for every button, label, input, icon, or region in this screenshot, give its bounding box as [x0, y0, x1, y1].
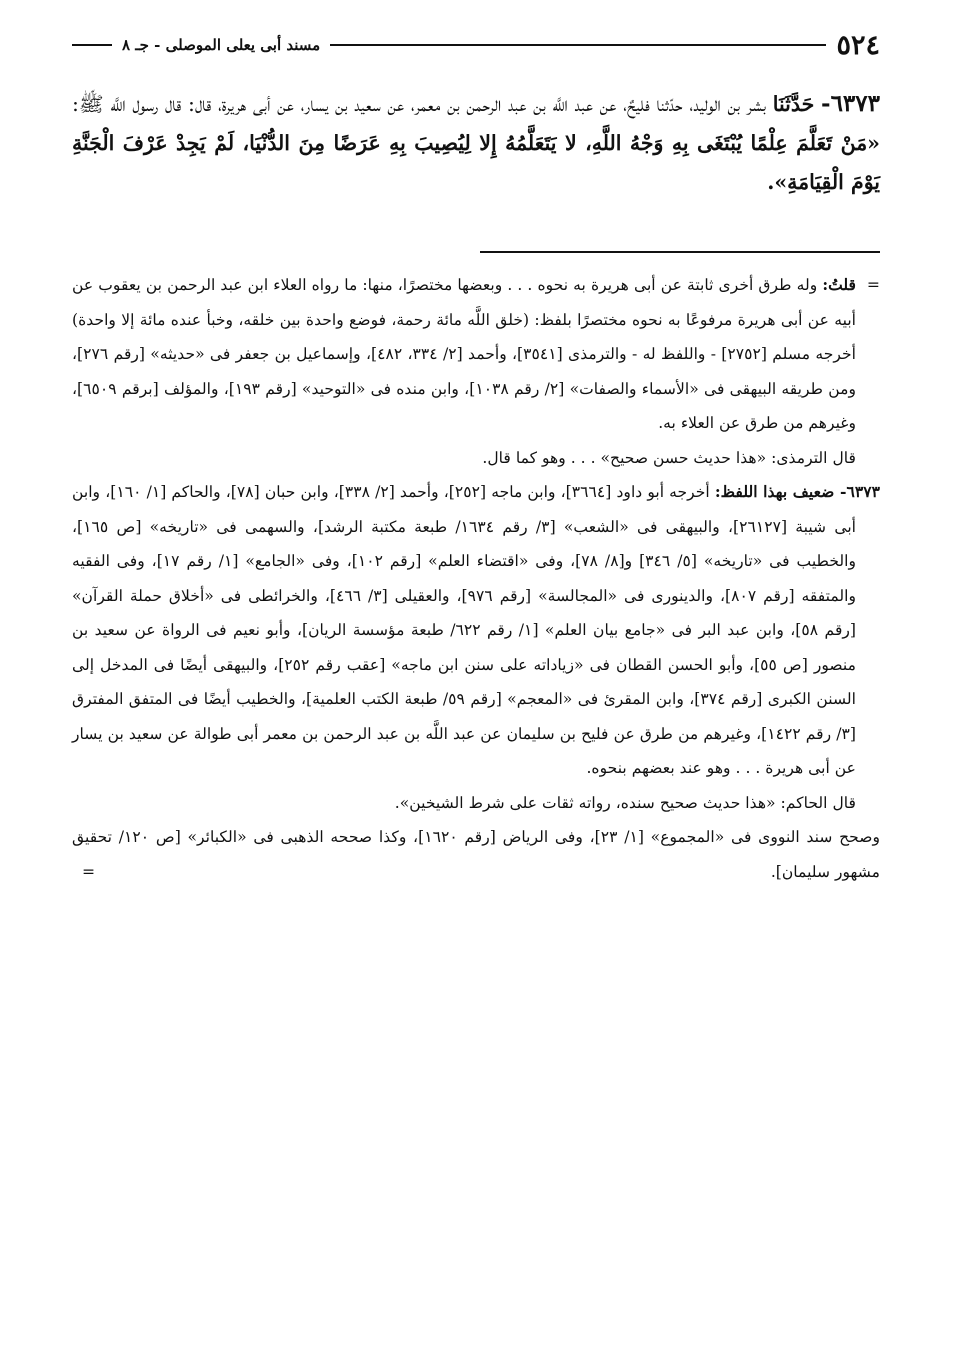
continuation-mark-end: = — [82, 862, 96, 881]
footnote-separator — [480, 251, 880, 253]
hadith-isnad: بشر بن الوليد، حدّثنا فليحٌ، عن عبد اللَّه بن عبد الرحمن بن معمر، عن سعيد بن يسار، عن أبى هريرة، قال: قال رسول اللَّه ﷺ: — [72, 92, 773, 116]
hadith-text — [72, 84, 880, 202]
footnotes — [72, 268, 880, 889]
footnote-paragraph-1 — [72, 268, 880, 441]
running-head — [72, 28, 880, 62]
footnote-paragraph-3 — [72, 475, 880, 786]
book-title: مسند أبى يعلى الموصلى - جـ ٨ — [122, 36, 321, 54]
header-rule — [330, 44, 826, 46]
hadith-matn: «مَنْ تَعَلَّمَ عِلْمًا يُبْتَغَى بِهِ وَجْهُ اللَّهِ، لا يَتَعَلَّمُهُ إِلا لِيُصِيبَ بِهِ عَرَضًا مِنَ الدُّنْيَا، لَمْ يَجِدْ عَرْفَ الْجَنَّةِ يَوْمَ الْقِيَامَةِ». — [72, 131, 880, 194]
hadith-lead: حَدَّثَنَا — [772, 92, 815, 116]
footnote-text-3: أخرجه أبو داود [٣٦٦٤]، وابن ماجه [٢٥٢]، وأحمد [٢/ ٣٣٨]، وابن حبان [٧٨]، والحاكم [١/ ١٦٠]، وابن أبى شيبة [٢٦١٢٧]، والبيهقى فى «الشعب» [٣/ رقم ١٦٣٤/ طبعة مكتبة الرشد]، والسهمى فى «تاريخه» [ص ١٦٥]، والخطيب فى «تاريخه» [٥/ ٣٤٦] و[٨/ ٧٨]، وفى «اقتضاء العلم» [رقم ١٠٢]، وفى «الجامع» [١/ رقم ١٧]، وفى الفقيه والمتفقه [رقم ٨٠٧]، والدينورى فى «المجالسة» [رقم ٩٧٦]، والعقيلى [٣/ ٤٦٦]، والخرائطى فى «أخلاق حملة القرآن» [رقم ٥٨]، وابن عبد البر فى «جامع بيان العلم» [١/ رقم ٦٢٢/ طبعة مؤسسة الريان]، وأبو نعيم فى الرواة عن سعيد بن منصور [ص ٥٥]، وأبو الحسن القطان فى «زياداته على سنن ابن ماجه» [عقب رقم ٢٥٢]، والبيهقى أيضًا فى المدخل إلى السنن الكبرى [رقم ٣٧٤]، وابن المقرئ فى «المعجم» [رقم ٥٩/ طبعة الكتب العلمية]، والخطيب أيضًا فى المتفق المفترق [٣/ رقم ١٤٢٢]، وغيرهم من طرق عن فليح بن سليمان عن عبد اللَّه بن عبد الرحمن بن معمر أبى طوالة عن سعيد بن يسار عن أبى هريرة . . . وهو عند بعضهم بنحوه. — [72, 483, 857, 777]
continuation-mark: = — [866, 276, 880, 294]
footnote-paragraph-4: قال الحاكم: «هذا حديث صحيح سنده، رواته ثقات على شرط الشيخين». — [394, 793, 856, 812]
footnote-paragraph-5 — [72, 820, 880, 889]
qultu-label: قلتُ: — [822, 275, 856, 294]
footnote-text-1: وله طرق أخرى ثابتة عن أبى هريرة به نحوه . . . وبعضها مختصرًا، منها: ما رواه العلاء ابن عبد الرحمن بن يعقوب عن أبيه عن أبى هريرة مرفوعًا به نحوه مختصرًا بلفظ: (خلق اللَّه مائة رحمة، فوضع واحدة بين خلقه، وخبأ عنده مائة إلا واحدة) أخرجه مسلم [٢٧٥٢] - واللفظ له - والترمذى [٣٥٤١]، وأحمد [٢/ ٣٣٤، ٤٨٢]، وإسماعيل بن جعفر فى «حديثه» [رقم ٢٧٦]، ومن طريقه البيهقى فى «الأسماء والصفات» [٢/ رقم ١٠٣٨]، وابن منده فى «التوحيد» [رقم ١٩٣]، والمؤلف [برقم ٦٥٠٩]، وغيرهم من طرق عن العلاء به. — [72, 276, 856, 432]
header-dash — [72, 44, 112, 46]
page-number: ٥٢٤ — [836, 29, 880, 61]
hadith-number: ٦٣٧٣- — [821, 90, 880, 117]
footnote-paragraph-2: قال الترمذى: «هذا حديث حسن صحيح» . . . وهو كما قال. — [482, 448, 856, 467]
footnote-text-5: وصحح سند النووى فى «المجموع» [١/ ٢٣]، وفى الرياض [رقم ١٦٢٠]، وكذا صححه الذهبى فى «الكبائر» [ص ١٢٠/ تحقيق مشهور سليمان]. — [72, 828, 881, 881]
grading-label: ٦٣٧٣- ضعيف بهذا اللفظ: — [714, 482, 880, 501]
